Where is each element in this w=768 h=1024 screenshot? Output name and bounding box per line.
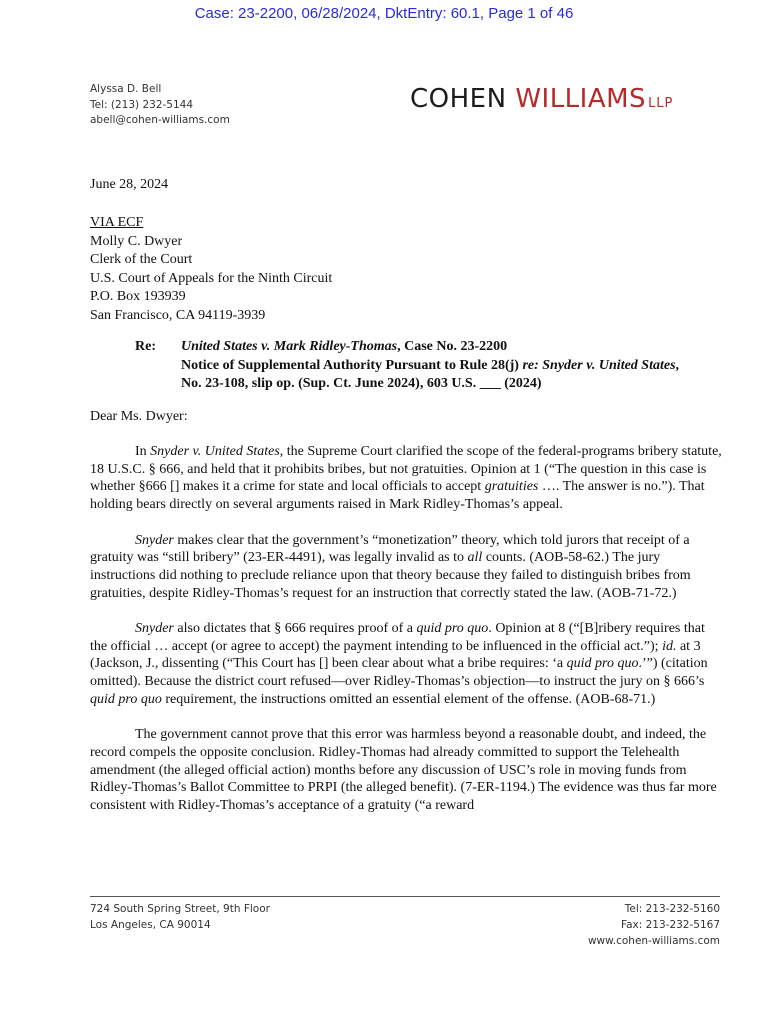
- addressee-line: San Francisco, CA 94119-3939: [90, 307, 266, 323]
- text-run: at 3 (Jackson, J., dissenting (“This Court has [] been clear about what a bribe requires: ‘a: [90, 638, 701, 672]
- footer-divider: [90, 896, 720, 897]
- addressee-block: [90, 214, 332, 325]
- text-run: makes clear that the government’s “monetization” theory, which told jurors that receipt of a gratuity was “still bribery” (23-ER-4491), was legally invalid as to: [90, 532, 690, 566]
- delivery-method: VIA ECF: [90, 215, 144, 230]
- body-paragraph-1: [90, 443, 722, 514]
- emphasis: quid pro quo: [566, 656, 639, 672]
- logo-llp: LLP: [648, 96, 674, 111]
- addressee-line: Clerk of the Court: [90, 252, 193, 267]
- sender-tel: Tel: (213) 232-5144: [90, 98, 194, 111]
- re-text: [181, 338, 725, 394]
- letter-date: June 28, 2024: [90, 177, 169, 192]
- text-run: .’”) (citation omitted). Because the district court refused—over Ridley-Thomas’s objection—to instruct the jury on § 666’s: [90, 656, 708, 690]
- emphasis: gratuities: [484, 479, 539, 495]
- addressee-line: U.S. Court of Appeals for the Ninth Circuit: [90, 270, 333, 286]
- logo-williams: WILLIAMS: [515, 84, 647, 114]
- salutation: Dear Ms. Dwyer:: [90, 409, 188, 424]
- text-run: also dictates that § 666 requires proof of a: [173, 621, 417, 636]
- body-paragraph-3: [90, 620, 722, 709]
- addressee-line: Molly C. Dwyer: [90, 233, 183, 249]
- footer-tel: Tel: 213-232-5160: [624, 903, 720, 915]
- re-label: Re:: [135, 339, 156, 354]
- case-citation: Snyder: [135, 532, 174, 548]
- body-paragraph-2: [90, 532, 722, 603]
- footer-address-line1: 724 South Spring Street, 9th Floor: [90, 903, 270, 915]
- case-citation: Snyder: [135, 621, 174, 636]
- re-block: [135, 338, 725, 394]
- logo-cohen: COHEN: [410, 84, 507, 114]
- emphasis: quid pro quo: [90, 691, 162, 707]
- footer-address: [90, 901, 270, 933]
- sender-block: [90, 82, 230, 129]
- sender-email: abell@cohen-williams.com: [90, 114, 230, 126]
- text-run: counts. (AOB-58-62.) The jury instructions did nothing to preclude reliance upon that theory because they failed to distinguish bribes from gratuities, despite Ridley-Thomas’s request for an instruction that correctly stated the law. (AOB-71-72.): [90, 550, 691, 601]
- text-run: requirement, the instructions omitted an essential element of the offense. (AOB-68-71.): [161, 691, 656, 707]
- re-notice-tail: ,: [675, 357, 680, 373]
- emphasis: quid pro quo: [416, 621, 489, 636]
- footer-fax: Fax: 213-232-5167: [621, 919, 720, 931]
- re-citation: No. 23-108, slip op. (Sup. Ct. June 2024), 603 U.S. ___ (2024): [181, 376, 542, 391]
- sender-name: Alyssa D. Bell: [90, 83, 162, 95]
- emphasis: id.: [662, 638, 677, 654]
- body-paragraph-4: The government cannot prove that this error was harmless beyond a reasonable doubt, and indeed, the record compels the opposite conclusion. Ridley-Thomas had already committed to support the Telehealth amendment (the alleged official action) months before any discussion of USC’s role in moving funds from Ridley-Thomas’s Ballot Committee to PRPI (the alleged benefit). (7-ER-1194.) The evidence was thus far more consistent with Ridley-Thomas’s acceptance of a gratuity (“a reward: [90, 727, 717, 814]
- letter-body: [90, 443, 722, 832]
- text-run: In: [135, 444, 151, 459]
- re-notice-re: re: Snyder v. United States: [522, 357, 676, 373]
- case-header-stamp: Case: 23-2200, 06/28/2024, DktEntry: 60.1, Page 1 of 46: [194, 5, 574, 22]
- text-run: …. The answer is no.”). That holding bears directly on several arguments raised in Mark Ridley-Thomas’s appeal.: [90, 479, 705, 513]
- re-case-no: , Case No. 23-2200: [397, 339, 508, 354]
- addressee-line: P.O. Box 193939: [90, 289, 186, 304]
- re-notice: Notice of Supplemental Authority Pursuant to Rule 28(j): [181, 357, 523, 373]
- text-run: , the Supreme Court clarified the scope of the federal-programs bribery statute, 18 U.S.C. § 666, and held that it prohibits bribes, but not gratuities. Opinion at 1 (“The question in this case is whether §666 [] makes it a crime for state and local officials to accept: [90, 444, 722, 495]
- footer-website: www.cohen-williams.com: [587, 935, 720, 947]
- re-case-title: United States v. Mark Ridley-Thomas: [181, 339, 398, 354]
- emphasis: all: [467, 550, 483, 566]
- firm-logo: [410, 84, 673, 114]
- case-citation: Snyder v. United States: [150, 444, 280, 459]
- footer-contact: [588, 901, 720, 949]
- text-run: . Opinion at 8 (“[B]ribery requires that the official … accept (or agree to accept) the payment intending to be influenced in the official act.”);: [90, 621, 705, 654]
- footer-address-line2: Los Angeles, CA 90014: [90, 919, 211, 931]
